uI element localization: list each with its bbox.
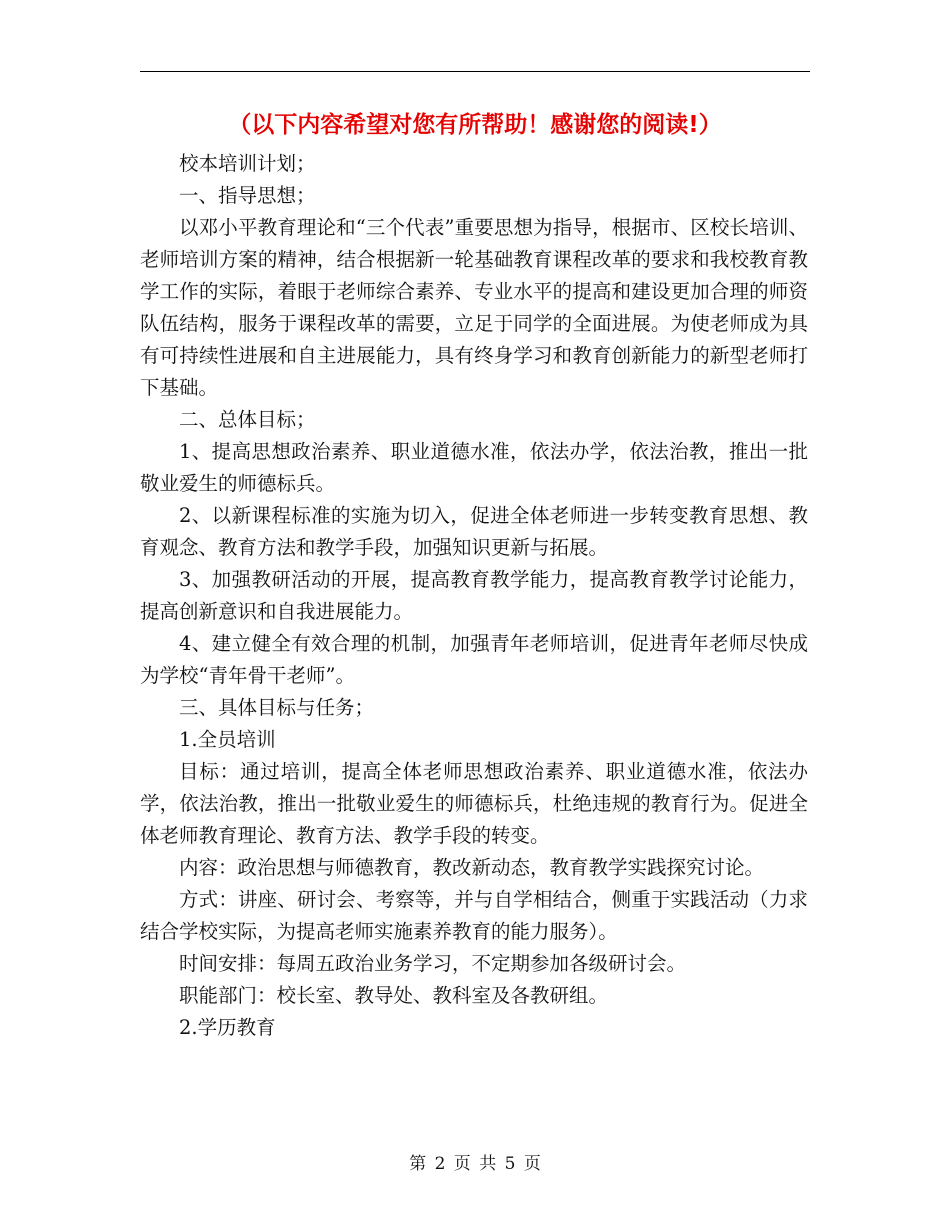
paragraph-method: 方式：讲座、研讨会、考察等，并与自学相结合，侧重于实践活动（力求结合学校实际，为提高老师实施素养教育的能力服务）。 bbox=[140, 888, 808, 943]
section-heading-guiding-thought: 一、指导思想； bbox=[179, 184, 316, 207]
subheading-academic-education: 2.学历教育 bbox=[179, 1016, 276, 1039]
paragraph-schedule: 时间安排：每周五政治业务学习，不定期参加各级研讨会。 bbox=[179, 952, 687, 975]
promo-banner: （以下内容希望对您有所帮助！感谢您的阅读!） bbox=[228, 112, 722, 138]
paragraph-guiding-thought: 以邓小平教育理论和“三个代表”重要思想为指导，根据市、区校长培训、老师培训方案的精神，结合根据新一轮基础教育课程改革的要求和我校教育教学工作的实际，着眼于老师综合素养、专业水平的提高和建设更加合理的师资队伍结构，服务于课程改革的需要，立足于同学的全面进展。为使老师成为具有可持续性进展和自主进展能力，具有终身学习和教育创新能力的新型老师打下基础。 bbox=[140, 216, 808, 399]
paragraph-departments: 职能部门：校长室、教导处、教科室及各教研组。 bbox=[179, 984, 609, 1007]
paragraph-goal-1: 1、提高思想政治素养、职业道德水准，依法办学，依法治教，推出一批敬业爱生的师德标兵。 bbox=[140, 440, 808, 495]
section-heading-specific-tasks: 三、具体目标与任务； bbox=[179, 696, 375, 719]
document-body bbox=[140, 148, 808, 1044]
paragraph-goal-3: 3、加强教研活动的开展，提高教育教学能力，提高教育教学讨论能力，提高创新意识和自我进展能力。 bbox=[140, 568, 808, 623]
paragraph-goal-2: 2、以新课程标准的实施为切入，促进全体老师进一步转变教育思想、教育观念、教育方法和教学手段，加强知识更新与拓展。 bbox=[140, 504, 808, 559]
paragraph-content: 内容：政治思想与师德教育，教改新动态，教育教学实践探究讨论。 bbox=[179, 856, 765, 879]
header-rule bbox=[140, 71, 810, 72]
paragraph-objective: 目标：通过培训，提高全体老师思想政治素养、职业道德水准，依法办学，依法治教，推出一批敬业爱生的师德标兵，杜绝违规的教育行为。促进全体老师教育理论、教育方法、教学手段的转变。 bbox=[140, 760, 808, 847]
subheading-full-staff-training: 1.全员培训 bbox=[179, 728, 276, 751]
paragraph-goal-4: 4、建立健全有效合理的机制，加强青年老师培训，促进青年老师尽快成为学校“青年骨干老师”。 bbox=[140, 632, 808, 687]
section-heading-overall-goals: 二、总体目标； bbox=[179, 408, 316, 431]
paragraph-title: 校本培训计划； bbox=[179, 152, 316, 175]
page-number: 第 2 页 共 5 页 bbox=[409, 1154, 541, 1174]
